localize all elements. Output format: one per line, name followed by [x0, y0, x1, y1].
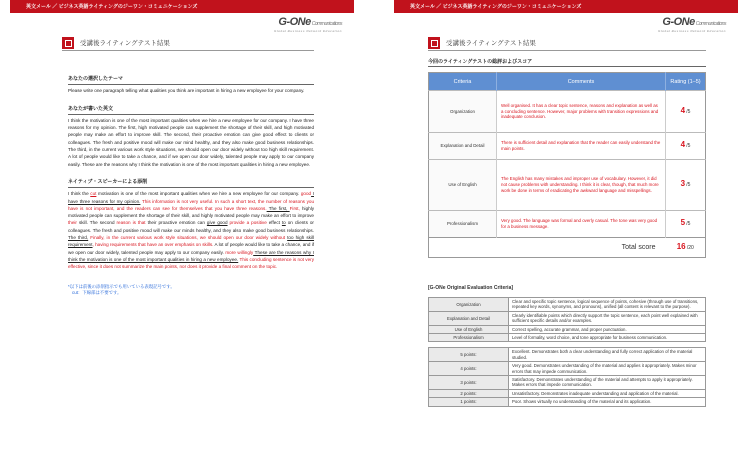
breadcrumb[interactable]: 英文メール ／ ビジネス英語ライティングのジーワン・コミュニケーションズ — [394, 0, 738, 13]
table-row: Use of English Correct spelling, accurate grammar, and proper punctuation. — [429, 325, 706, 333]
table-row: Organization Clear and specific topic sentence, logical sequence of points, cohesive (through use of transitions, repeated key words, synonyms, and pronouns), unified (all content is relevant to the purpose). — [429, 298, 706, 312]
native-correction-text: I think the cut motivation is one of the most important qualities when we hire a new employee for our company. good I have three reasons for my opinion. This information is not very useful. In such a short text, the number of reasons you have is not important, and the readers can see for themselves that you have three reasons. The first, First, highly motivated people can supplement the shortage of their skill, and highly motivated people may make an effort to improve their skill. The second reason is that their proactive emotion can give good provide a positive effect to on clients or colleagues. The fresh and positive mood will make our minds healthy, and they also make good business relationships. The third, Finally, in the current various work style situations, we should open our door widely without too high skill requirement, having requirements that have an over emphasis on skills. A lot of people would like to take a chance, and if we open our door widely, talented people may apply to our company easily. more willingly These are the reasons why I think the motivation is one of the most important qualities in hiring a new employee. This concluding sentence is not very effective, since it does not summarize the main points, nor does it provide a final comment on the topic. — [68, 191, 315, 270]
breadcrumb[interactable]: 英文メール ／ ビジネス英語ライティングのジーワン・コミュニケーションズ — [10, 0, 354, 13]
table-row: Professionalism Level of formality, word choice, and tone appropriate for business communication. — [429, 334, 706, 342]
essay-heading: あなたが書いた英文 — [68, 106, 314, 115]
points-table — [428, 347, 706, 406]
col-comments: Comments — [497, 73, 666, 91]
document-icon — [62, 37, 74, 49]
score-page — [394, 0, 738, 471]
table-row: Organization Well organised. It has a clear topic sentence, reasons and explanation as well as a concluding sentence. However, major problems with transition expressions and inadequate conclusion. 4 /5 — [429, 91, 706, 133]
legend-note: *以下は前後の添削指示でも用いている表現記号です。 cut：下線部は不要です。 — [68, 283, 175, 296]
essay-content — [10, 76, 354, 297]
page-title-row — [428, 35, 706, 51]
total-score: 16 — [676, 241, 686, 251]
table-row: Professionalism Very good. The language was formal and overly casual. The tone was very good for a business message. 5 /5 — [429, 211, 706, 238]
col-rating: Rating (1–5) — [666, 73, 706, 91]
table-header-row — [429, 73, 706, 91]
company-logo[interactable]: G-ONeCommunications Global Business Network Education — [657, 16, 726, 33]
col-criteria: Criteria — [429, 73, 497, 91]
company-logo[interactable]: G-ONeCommunications Global Business Network Education — [273, 16, 342, 33]
score-heading: 今回のライティングテストの総評およびスコア — [428, 58, 706, 67]
page-title: 受講後ライティングテスト結果 — [80, 40, 170, 47]
page-title-row — [62, 35, 314, 51]
table-row: Explanation and Detail There is sufficient detail and explanation that the reader can easily understand the main points. 4 /5 — [429, 133, 706, 160]
table-row: 1 points: Poor. Shows virtually no understanding of the material and its application. — [429, 398, 706, 406]
topic-heading: あなたの選択したテーマ — [68, 76, 314, 85]
native-heading: ネイティブ・スピーカーによる添削 — [68, 179, 314, 188]
header — [10, 13, 354, 33]
essay-page — [10, 0, 354, 471]
score-content — [394, 58, 738, 407]
topic-text: Please write one paragraph telling what qualities you think are important in hiring a new employee for your company. — [68, 88, 305, 94]
table-row: 4 points: Very good. Demonstrates understanding of the material and applies it appropriately. Makes minor errors that may impede communication. — [429, 362, 706, 376]
table-row: Use of English The English has many mistakes and improper use of vocabulary. However, it did not cause problems with understanding. I think it is clear, though, that much more work be done in terms of eradicating the awkward language and misspellings. 3 /5 — [429, 160, 706, 211]
header — [394, 13, 738, 33]
essay-text: I think the motivation is one of the most important qualities when we hire a new employee for our company. I have three reasons for my opinion. The first, high motivated people can supplement the shortage of their skill, and high motivated people may make an effort to improve skill. The second, their proactive emotion can give good effect to clients or colleagues. The fresh and positive mood will make our mind healthy, and they also make good business relationships. The third, in the current various work style situations, we should open our door widely without too high skill requirement. A lot of people would like to take a chance, and if we open our door widely, talented people may apply to our company easily. These are the reasons why I think the motivation is one of the most important qualities in hiring a new employee. — [68, 117, 314, 167]
page-title: 受講後ライティングテスト結果 — [446, 40, 536, 47]
score-table — [428, 72, 706, 258]
original-criteria-heading: [G-ONe Original Evaluation Criteria] — [428, 285, 514, 291]
table-row: 5 points: Excellent. Demonstrates both a clear understanding and fully correct application of the material studied. — [429, 348, 706, 362]
criteria-table — [428, 297, 706, 342]
total-row: Total score 16 /20 — [429, 238, 706, 258]
table-row: 2 points: Unsatisfactory. Demonstrates inadequate understanding and application of the material. — [429, 389, 706, 397]
document-icon — [428, 37, 440, 49]
table-row: Explanation and Detail Clearly identifiable points which directly support the topic sentence, each point well explained with sufficient specific details and/or examples. — [429, 311, 706, 325]
table-row: 3 points: Satisfactory. Demonstrates understanding of the material and attempts to apply it appropriately. Makes errors that impede communication. — [429, 376, 706, 390]
